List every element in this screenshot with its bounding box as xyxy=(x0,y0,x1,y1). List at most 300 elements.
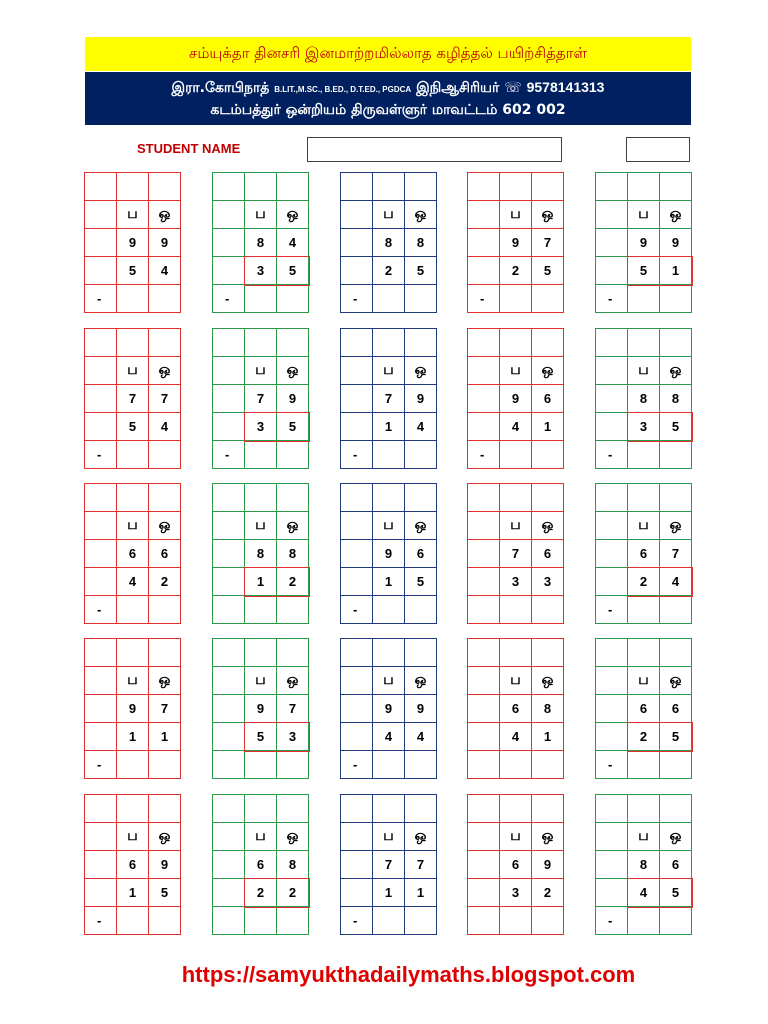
subtrahend-digit: 1 xyxy=(149,723,181,751)
minuend-digit: 9 xyxy=(660,229,692,257)
minus-sign: - xyxy=(85,596,117,624)
ones-header: ஒ xyxy=(532,667,564,695)
minuend-digit: 8 xyxy=(373,229,405,257)
answer-cell[interactable] xyxy=(277,441,309,469)
empty-cell xyxy=(85,484,117,512)
subtrahend-digit: 4 xyxy=(117,568,149,596)
empty-cell xyxy=(341,512,373,540)
minus-sign xyxy=(213,596,245,624)
subtrahend-digit: 1 xyxy=(532,413,564,441)
empty-cell xyxy=(373,484,405,512)
empty-cell xyxy=(341,173,373,201)
empty-cell xyxy=(405,639,437,667)
empty-cell xyxy=(341,723,373,751)
subtrahend-digit: 4 xyxy=(405,413,437,441)
empty-cell xyxy=(341,201,373,229)
empty-cell xyxy=(405,484,437,512)
empty-cell xyxy=(468,201,500,229)
empty-cell xyxy=(628,173,660,201)
minuend-digit: 6 xyxy=(245,851,277,879)
answer-cell[interactable] xyxy=(373,285,405,313)
tens-header: ப xyxy=(245,357,277,385)
subtraction-problem xyxy=(595,794,692,935)
tens-header: ப xyxy=(245,512,277,540)
empty-cell xyxy=(596,229,628,257)
minuend-digit: 6 xyxy=(660,851,692,879)
empty-cell xyxy=(341,257,373,285)
answer-cell[interactable] xyxy=(532,285,564,313)
answer-cell[interactable] xyxy=(245,907,277,935)
author-info-banner xyxy=(85,72,691,125)
empty-cell xyxy=(341,484,373,512)
answer-cell[interactable] xyxy=(277,907,309,935)
subtrahend-digit: 3 xyxy=(245,257,277,285)
minus-sign: - xyxy=(596,285,628,313)
tens-header: ப xyxy=(117,667,149,695)
empty-cell xyxy=(213,795,245,823)
empty-cell xyxy=(85,667,117,695)
answer-cell[interactable] xyxy=(500,751,532,779)
empty-cell xyxy=(213,201,245,229)
answer-cell[interactable] xyxy=(373,907,405,935)
empty-cell xyxy=(596,568,628,596)
subtrahend-digit: 4 xyxy=(373,723,405,751)
empty-cell xyxy=(468,229,500,257)
minuend-digit: 9 xyxy=(149,229,181,257)
empty-cell xyxy=(213,413,245,441)
subtraction-problem xyxy=(467,483,564,624)
answer-cell[interactable] xyxy=(500,441,532,469)
subtrahend-digit: 1 xyxy=(373,413,405,441)
worksheet-title: சம்யுக்தா தினசரி இனமாற்றமில்லாத கழித்தல் பயிற்சித்தாள் xyxy=(85,37,691,71)
answer-cell[interactable] xyxy=(405,907,437,935)
minus-sign: - xyxy=(596,907,628,935)
minus-sign: - xyxy=(213,441,245,469)
minuend-digit: 7 xyxy=(373,385,405,413)
tens-header: ப xyxy=(245,667,277,695)
minuend-digit: 8 xyxy=(532,695,564,723)
subtraction-problem xyxy=(467,328,564,469)
ones-header: ஒ xyxy=(277,823,309,851)
student-name-label: STUDENT NAME xyxy=(137,141,241,156)
subtraction-problem xyxy=(340,328,437,469)
empty-cell xyxy=(341,639,373,667)
empty-cell xyxy=(468,879,500,907)
ones-header: ஒ xyxy=(277,357,309,385)
answer-cell[interactable] xyxy=(532,907,564,935)
empty-cell xyxy=(628,329,660,357)
answer-cell[interactable] xyxy=(660,907,692,935)
subtraction-problem xyxy=(212,328,309,469)
empty-cell xyxy=(149,484,181,512)
empty-cell xyxy=(213,512,245,540)
subtraction-problem xyxy=(340,483,437,624)
minuend-digit: 4 xyxy=(277,229,309,257)
subtraction-problem xyxy=(595,172,692,313)
ones-header: ஒ xyxy=(405,667,437,695)
subtrahend-digit: 5 xyxy=(245,723,277,751)
empty-cell xyxy=(85,201,117,229)
tens-header: ப xyxy=(628,667,660,695)
empty-cell xyxy=(532,639,564,667)
subtraction-problem xyxy=(340,172,437,313)
empty-cell xyxy=(85,823,117,851)
empty-cell xyxy=(85,512,117,540)
phone-number: 9578141313 xyxy=(526,78,605,95)
tens-header: ப xyxy=(500,201,532,229)
answer-cell[interactable] xyxy=(628,751,660,779)
empty-cell xyxy=(341,695,373,723)
minuend-digit: 7 xyxy=(660,540,692,568)
empty-cell xyxy=(149,329,181,357)
minuend-digit: 6 xyxy=(628,695,660,723)
empty-cell xyxy=(596,795,628,823)
empty-cell xyxy=(213,639,245,667)
minus-sign: - xyxy=(213,285,245,313)
empty-cell xyxy=(500,329,532,357)
subtrahend-digit: 1 xyxy=(373,568,405,596)
answer-cell[interactable] xyxy=(660,285,692,313)
empty-cell xyxy=(468,639,500,667)
empty-cell xyxy=(117,329,149,357)
answer-cell[interactable] xyxy=(660,441,692,469)
empty-cell xyxy=(245,795,277,823)
minus-sign: - xyxy=(596,751,628,779)
empty-cell xyxy=(500,484,532,512)
minus-sign xyxy=(468,751,500,779)
subtrahend-digit: 2 xyxy=(277,879,309,907)
minuend-digit: 9 xyxy=(149,851,181,879)
empty-cell xyxy=(277,484,309,512)
subtrahend-digit: 2 xyxy=(500,257,532,285)
empty-cell xyxy=(373,329,405,357)
empty-cell xyxy=(213,695,245,723)
subtraction-problem xyxy=(212,172,309,313)
minuend-digit: 9 xyxy=(500,385,532,413)
empty-cell xyxy=(373,795,405,823)
ones-header: ஒ xyxy=(149,357,181,385)
minuend-digit: 9 xyxy=(277,385,309,413)
empty-cell xyxy=(117,173,149,201)
answer-cell[interactable] xyxy=(117,285,149,313)
empty-cell xyxy=(628,484,660,512)
subtrahend-digit: 5 xyxy=(117,257,149,285)
minuend-digit: 9 xyxy=(117,229,149,257)
minuend-digit: 8 xyxy=(245,229,277,257)
empty-cell xyxy=(596,823,628,851)
minuend-digit: 7 xyxy=(373,851,405,879)
minuend-digit: 9 xyxy=(373,695,405,723)
empty-cell xyxy=(341,568,373,596)
ones-header: ஒ xyxy=(660,667,692,695)
empty-cell xyxy=(277,795,309,823)
empty-cell xyxy=(500,795,532,823)
minus-sign xyxy=(213,907,245,935)
empty-cell xyxy=(85,413,117,441)
empty-cell xyxy=(85,329,117,357)
answer-cell[interactable] xyxy=(500,596,532,624)
empty-cell xyxy=(468,568,500,596)
minuend-digit: 9 xyxy=(628,229,660,257)
tens-header: ப xyxy=(373,823,405,851)
empty-cell xyxy=(341,795,373,823)
answer-cell[interactable] xyxy=(117,596,149,624)
empty-cell xyxy=(596,667,628,695)
answer-cell[interactable] xyxy=(405,751,437,779)
subtrahend-digit: 5 xyxy=(277,257,309,285)
empty-cell xyxy=(468,173,500,201)
subtrahend-digit: 4 xyxy=(660,568,692,596)
answer-cell[interactable] xyxy=(532,751,564,779)
empty-cell xyxy=(85,879,117,907)
minuend-digit: 6 xyxy=(149,540,181,568)
answer-cell[interactable] xyxy=(277,596,309,624)
subtrahend-digit: 4 xyxy=(405,723,437,751)
minuend-digit: 9 xyxy=(405,385,437,413)
subtrahend-digit: 2 xyxy=(149,568,181,596)
empty-cell xyxy=(500,639,532,667)
subtrahend-digit: 5 xyxy=(405,257,437,285)
answer-cell[interactable] xyxy=(245,441,277,469)
tens-header: ப xyxy=(373,357,405,385)
minuend-digit: 6 xyxy=(532,540,564,568)
minus-sign: - xyxy=(85,907,117,935)
answer-cell[interactable] xyxy=(532,441,564,469)
empty-cell xyxy=(245,329,277,357)
minuend-digit: 6 xyxy=(628,540,660,568)
empty-cell xyxy=(532,484,564,512)
empty-cell xyxy=(596,540,628,568)
empty-cell xyxy=(149,795,181,823)
ones-header: ஒ xyxy=(405,201,437,229)
answer-cell[interactable] xyxy=(405,596,437,624)
answer-cell[interactable] xyxy=(500,907,532,935)
empty-cell xyxy=(245,173,277,201)
subtraction-problem xyxy=(467,172,564,313)
minuend-digit: 7 xyxy=(405,851,437,879)
tens-header: ப xyxy=(500,667,532,695)
answer-cell[interactable] xyxy=(149,441,181,469)
answer-cell[interactable] xyxy=(149,285,181,313)
subtraction-problem xyxy=(595,638,692,779)
telephone-icon: ☏ xyxy=(504,79,522,96)
answer-cell[interactable] xyxy=(660,596,692,624)
empty-cell xyxy=(660,795,692,823)
answer-cell[interactable] xyxy=(628,285,660,313)
empty-cell xyxy=(532,795,564,823)
empty-cell xyxy=(341,540,373,568)
answer-cell[interactable] xyxy=(277,285,309,313)
empty-cell xyxy=(468,695,500,723)
minus-sign: - xyxy=(596,441,628,469)
empty-cell xyxy=(596,484,628,512)
minuend-digit: 7 xyxy=(149,385,181,413)
minus-sign: - xyxy=(596,596,628,624)
answer-cell[interactable] xyxy=(245,596,277,624)
ones-header: ஒ xyxy=(149,823,181,851)
ones-header: ஒ xyxy=(660,512,692,540)
empty-cell xyxy=(596,723,628,751)
empty-cell xyxy=(213,484,245,512)
tens-header: ப xyxy=(373,667,405,695)
minuend-digit: 8 xyxy=(628,385,660,413)
empty-cell xyxy=(213,823,245,851)
tens-header: ப xyxy=(373,201,405,229)
empty-cell xyxy=(468,540,500,568)
subtrahend-digit: 3 xyxy=(500,568,532,596)
subtraction-problem xyxy=(467,794,564,935)
answer-cell[interactable] xyxy=(117,751,149,779)
answer-cell[interactable] xyxy=(660,751,692,779)
minuend-digit: 7 xyxy=(532,229,564,257)
subtrahend-digit: 4 xyxy=(628,879,660,907)
ones-header: ஒ xyxy=(149,667,181,695)
empty-cell xyxy=(405,329,437,357)
answer-cell[interactable] xyxy=(245,751,277,779)
tens-header: ப xyxy=(117,201,149,229)
subtrahend-digit: 5 xyxy=(277,413,309,441)
minuend-digit: 8 xyxy=(628,851,660,879)
tens-header: ப xyxy=(117,357,149,385)
empty-cell xyxy=(213,329,245,357)
subtrahend-digit: 3 xyxy=(532,568,564,596)
empty-cell xyxy=(213,568,245,596)
subtraction-problem xyxy=(84,328,181,469)
empty-cell xyxy=(468,357,500,385)
tens-header: ப xyxy=(628,823,660,851)
ones-header: ஒ xyxy=(277,201,309,229)
subtrahend-digit: 5 xyxy=(117,413,149,441)
empty-cell xyxy=(213,723,245,751)
minuend-digit: 6 xyxy=(405,540,437,568)
ones-header: ஒ xyxy=(277,667,309,695)
minuend-digit: 6 xyxy=(500,851,532,879)
ones-header: ஒ xyxy=(405,357,437,385)
answer-cell[interactable] xyxy=(277,751,309,779)
subtrahend-digit: 5 xyxy=(532,257,564,285)
answer-cell[interactable] xyxy=(373,751,405,779)
answer-cell[interactable] xyxy=(149,596,181,624)
author-role: இநிஆசிரியர் xyxy=(416,79,500,96)
student-name-field[interactable] xyxy=(307,137,562,162)
subtrahend-digit: 4 xyxy=(149,413,181,441)
subtrahend-digit: 3 xyxy=(500,879,532,907)
subtrahend-digit: 2 xyxy=(628,568,660,596)
answer-cell[interactable] xyxy=(532,596,564,624)
minuend-digit: 6 xyxy=(532,385,564,413)
ones-header: ஒ xyxy=(405,823,437,851)
empty-cell xyxy=(596,357,628,385)
answer-cell[interactable] xyxy=(373,596,405,624)
subtraction-problem xyxy=(595,328,692,469)
empty-cell xyxy=(341,667,373,695)
minuend-digit: 8 xyxy=(405,229,437,257)
answer-cell[interactable] xyxy=(117,441,149,469)
minuend-digit: 8 xyxy=(277,540,309,568)
empty-cell xyxy=(277,639,309,667)
ones-header: ஒ xyxy=(660,357,692,385)
empty-cell xyxy=(85,385,117,413)
tens-header: ப xyxy=(628,512,660,540)
subtrahend-digit: 4 xyxy=(149,257,181,285)
empty-cell xyxy=(596,413,628,441)
answer-cell[interactable] xyxy=(500,285,532,313)
empty-cell xyxy=(660,639,692,667)
ones-header: ஒ xyxy=(660,823,692,851)
empty-cell xyxy=(373,639,405,667)
answer-cell[interactable] xyxy=(628,907,660,935)
subtrahend-digit: 1 xyxy=(373,879,405,907)
subtrahend-digit: 5 xyxy=(660,723,692,751)
empty-cell xyxy=(532,173,564,201)
student-number-field[interactable] xyxy=(626,137,690,162)
subtrahend-digit: 5 xyxy=(405,568,437,596)
subtrahend-digit: 2 xyxy=(532,879,564,907)
footer-url[interactable]: https://samyukthadailymaths.blogspot.com xyxy=(181,962,636,987)
empty-cell xyxy=(468,385,500,413)
subtraction-problem xyxy=(212,483,309,624)
ones-header: ஒ xyxy=(277,512,309,540)
subtrahend-digit: 2 xyxy=(373,257,405,285)
empty-cell xyxy=(596,695,628,723)
minus-sign: - xyxy=(468,441,500,469)
subtrahend-digit: 1 xyxy=(405,879,437,907)
empty-cell xyxy=(85,357,117,385)
empty-cell xyxy=(596,257,628,285)
empty-cell xyxy=(213,879,245,907)
answer-cell[interactable] xyxy=(628,596,660,624)
empty-cell xyxy=(468,667,500,695)
tens-header: ப xyxy=(245,823,277,851)
subtraction-problem xyxy=(84,794,181,935)
answer-cell[interactable] xyxy=(149,907,181,935)
answer-cell[interactable] xyxy=(245,285,277,313)
empty-cell xyxy=(245,484,277,512)
subtrahend-digit: 1 xyxy=(117,879,149,907)
empty-cell xyxy=(500,173,532,201)
tens-header: ப xyxy=(245,201,277,229)
minuend-digit: 6 xyxy=(660,695,692,723)
tens-header: ப xyxy=(500,823,532,851)
empty-cell xyxy=(341,385,373,413)
answer-cell[interactable] xyxy=(628,441,660,469)
empty-cell xyxy=(468,795,500,823)
empty-cell xyxy=(468,257,500,285)
ones-header: ஒ xyxy=(149,512,181,540)
answer-cell[interactable] xyxy=(149,751,181,779)
subtrahend-digit: 3 xyxy=(245,413,277,441)
empty-cell xyxy=(468,512,500,540)
answer-cell[interactable] xyxy=(405,441,437,469)
empty-cell xyxy=(468,484,500,512)
empty-cell xyxy=(85,568,117,596)
minus-sign: - xyxy=(341,285,373,313)
ones-header: ஒ xyxy=(532,201,564,229)
empty-cell xyxy=(85,173,117,201)
empty-cell xyxy=(596,512,628,540)
empty-cell xyxy=(596,173,628,201)
subtraction-problem xyxy=(84,638,181,779)
minus-sign: - xyxy=(341,596,373,624)
answer-cell[interactable] xyxy=(117,907,149,935)
empty-cell xyxy=(85,795,117,823)
minuend-digit: 6 xyxy=(117,851,149,879)
minuend-digit: 8 xyxy=(245,540,277,568)
answer-cell[interactable] xyxy=(373,441,405,469)
empty-cell xyxy=(277,173,309,201)
answer-cell[interactable] xyxy=(405,285,437,313)
empty-cell xyxy=(117,795,149,823)
